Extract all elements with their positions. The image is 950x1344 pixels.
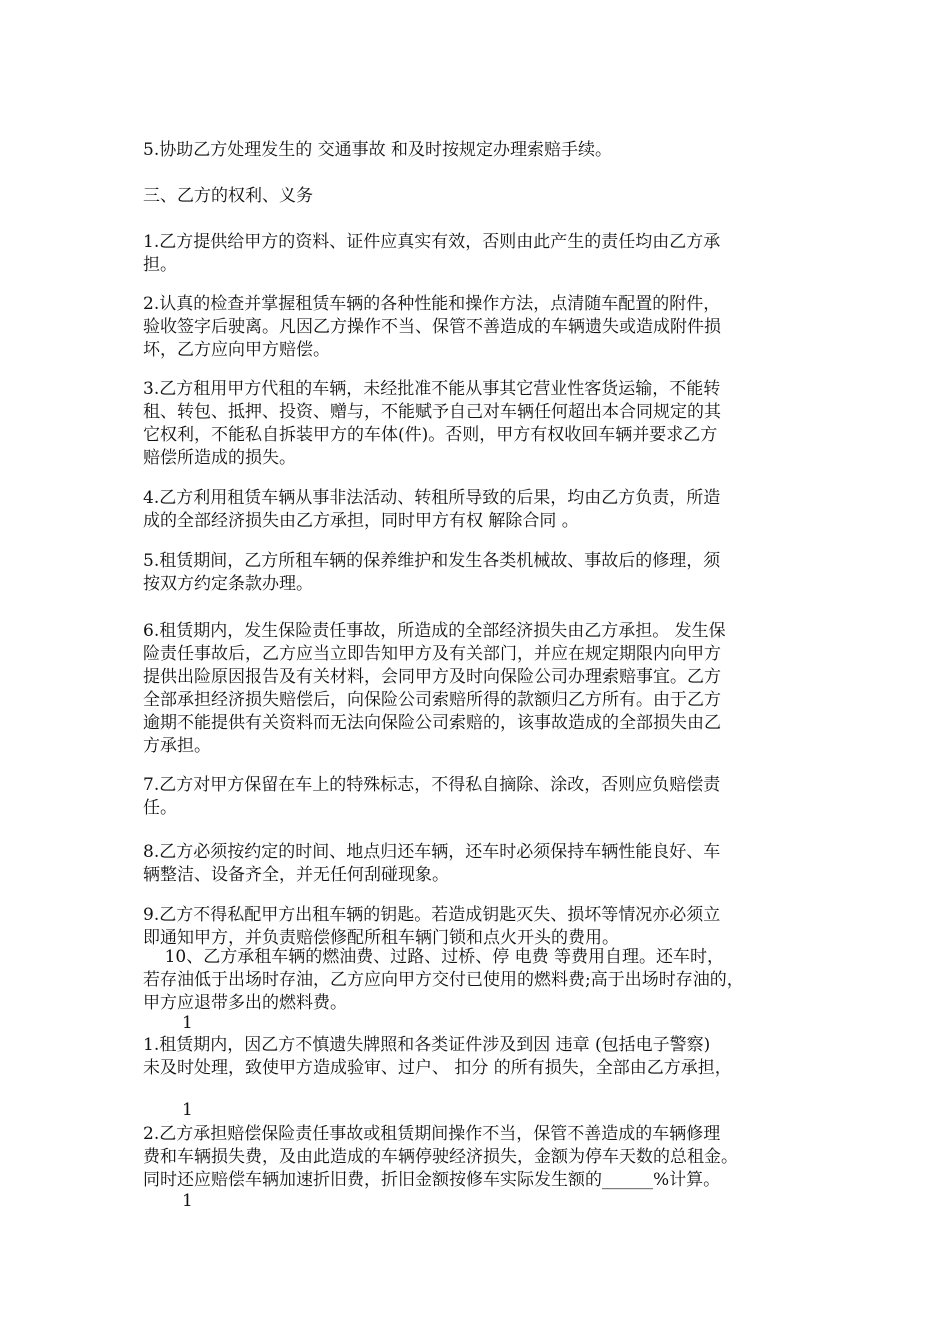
text-line: 同时还应赔偿车辆加速折旧费，折旧金额按修车实际发生额的______%计算。 — [143, 1170, 721, 1190]
paragraph-damage-compensation — [143, 1123, 809, 1192]
text-line: 5.租赁期间，乙方所租车辆的保养维护和发生各类机械故、事故后的修理，须 — [143, 551, 721, 571]
paragraph-item-3-usage — [143, 378, 809, 470]
paragraph-item-8-return — [143, 841, 809, 887]
text-line: 10、乙方承租车辆的燃油费、过路、过桥、停 电费 等费用自理。还车时， — [143, 947, 725, 967]
text-line: 险责任事故后，乙方应当立即告知甲方及有关部门，并应在规定期限内向甲方 — [143, 644, 721, 664]
text-line: 三、乙方的权利、义务 — [143, 186, 313, 206]
text-line: 它权利，不能私自拆装甲方的车体(件)。否则，甲方有权收回车辆并要求乙方 — [143, 425, 718, 445]
paragraph-item-4-illegal — [143, 487, 809, 533]
paragraph-item-6-insurance — [143, 620, 809, 758]
paragraph-item-5-maintenance — [143, 550, 809, 596]
text-line: 租、转包、抵押、投资、赠与，不能赋予自己对车辆任何超出本合同规定的其 — [143, 402, 721, 422]
page-marker: 1 — [182, 1013, 193, 1033]
section-heading-party-b-rights — [143, 185, 809, 208]
text-line: 提供出险原因报告及有关材料，会同甲方及时向保险公司办理索赔事宜。乙方 — [143, 667, 721, 687]
text-line: 成的全部经济损失由乙方承担，同时甲方有权 解除合同 。 — [143, 511, 579, 531]
text-line: 6.租赁期内，发生保险责任事故，所造成的全部经济损失由乙方承担。 发生保 — [143, 621, 726, 641]
paragraph-item-1-documents — [143, 231, 809, 277]
text-line: 方承担。 — [143, 736, 211, 756]
page-marker: 1 — [182, 1191, 193, 1211]
text-line: 坏，乙方应向甲方赔偿。 — [143, 340, 330, 360]
text-line: 7.乙方对甲方保留在车上的特殊标志，不得私自摘除、涂改，否则应负赔偿责 — [143, 775, 721, 795]
text-line: 任。 — [143, 798, 177, 818]
text-line: 2.认真的检查并掌握租赁车辆的各种性能和操作方法，点清随车配置的附件， — [143, 294, 721, 314]
text-line: 赔偿所造成的损失。 — [143, 448, 296, 468]
text-line: 若存油低于出场时存油，乙方应向甲方交付已使用的燃料费;高于出场时存油的， — [143, 970, 744, 990]
paragraph-license-loss — [143, 1034, 809, 1080]
text-line: 担。 — [143, 255, 177, 275]
paragraph-item-7-markings — [143, 774, 809, 820]
text-line: 3.乙方租用甲方代租的车辆，未经批准不能从事其它营业性客货运输，不能转 — [143, 379, 721, 399]
text-line: 按双方约定条款办理。 — [143, 574, 313, 594]
text-line: 全部承担经济损失赔偿后，向保险公司索赔所得的款额归乙方所有。由于乙方 — [143, 690, 721, 710]
text-line: 未及时处理，致使甲方造成验审、过户、 扣分 的所有损失，全部由乙方承担， — [143, 1058, 732, 1078]
text-line: 1.租赁期内，因乙方不慎遗失牌照和各类证件涉及到因 违章 (包括电子警察) — [143, 1035, 711, 1055]
paragraph-item-9-keys — [143, 904, 809, 950]
text-line: 辆整洁、设备齐全，并无任何刮碰现象。 — [143, 865, 449, 885]
paragraph-item-2-inspection — [143, 293, 809, 362]
page-marker: 1 — [182, 1100, 193, 1120]
text-line: 费和车辆损失费，及由此造成的车辆停驶经济损失，金额为停车天数的总租金。 — [143, 1147, 738, 1167]
text-line: 9.乙方不得私配甲方出租车辆的钥匙。若造成钥匙灭失、损坏等情况亦必须立 — [143, 905, 721, 925]
text-line: 5.协助乙方处理发生的 交通事故 和及时按规定办理索赔手续。 — [143, 140, 613, 160]
text-line: 验收签字后驶离。凡因乙方操作不当、保管不善造成的车辆遗失或造成附件损 — [143, 317, 721, 337]
paragraph-item-10-fuel — [143, 946, 809, 1015]
text-line: 4.乙方利用租赁车辆从事非法活动、转租所导致的后果，均由乙方负责，所造 — [143, 488, 721, 508]
paragraph-assist-accident — [143, 139, 809, 162]
text-line: 2.乙方承担赔偿保险责任事故或租赁期间操作不当，保管不善造成的车辆修理 — [143, 1124, 721, 1144]
text-line: 即通知甲方，并负责赔偿修配所租车辆门锁和点火开头的费用。 — [143, 928, 619, 948]
text-line: 甲方应退带多出的燃料费。 — [143, 993, 347, 1013]
text-line: 1.乙方提供给甲方的资料、证件应真实有效，否则由此产生的责任均由乙方承 — [143, 232, 721, 252]
text-line: 8.乙方必须按约定的时间、地点归还车辆，还车时必须保持车辆性能良好、车 — [143, 842, 721, 862]
text-line: 逾期不能提供有关资料而无法向保险公司索赔的，该事故造成的全部损失由乙 — [143, 713, 721, 733]
